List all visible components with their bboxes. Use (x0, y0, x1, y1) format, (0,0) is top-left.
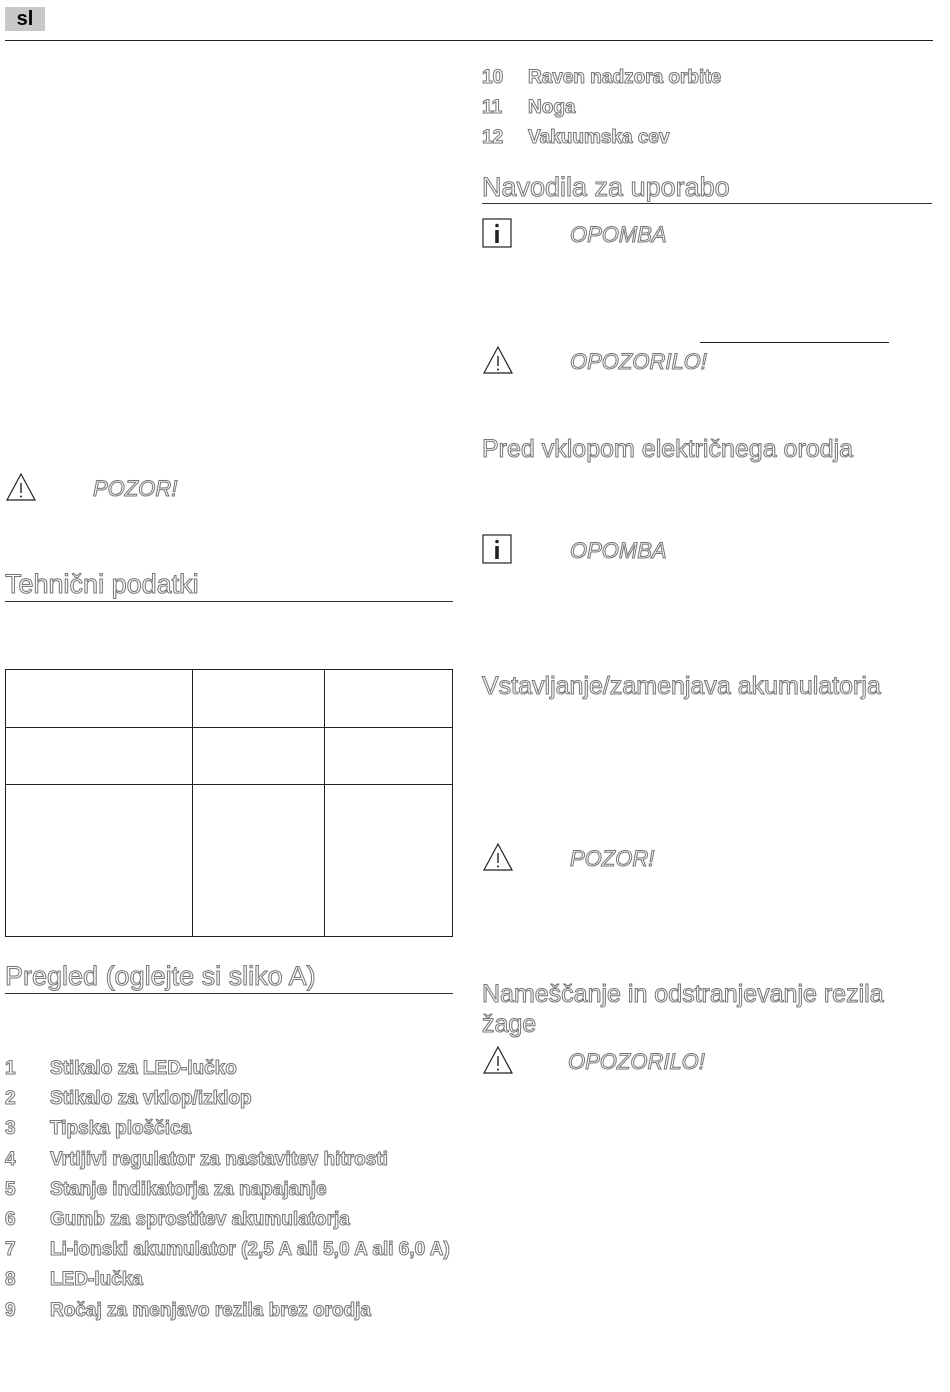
warning-triangle-icon (482, 345, 514, 375)
header-rule (5, 40, 933, 41)
note-callout-1 (482, 218, 922, 250)
list-item: 8 LED-lučka (5, 1269, 143, 1291)
caution-callout-left (5, 472, 445, 504)
list-item: 4 Vrtljivi regulator za nastavitev hitrosti (5, 1148, 388, 1170)
overview-heading: Pregled (oglejte si sliko A) (5, 961, 316, 991)
tech-data-heading: Tehnični podatki (5, 569, 199, 599)
blade-heading-line1: Nameščanje in odstranjevanje rezila (482, 980, 884, 1008)
list-item: 1 Stikalo za LED-lučko (5, 1058, 237, 1079)
list-item: 9 Ročaj za menjavo rezila brez orodja (5, 1299, 371, 1321)
note-callout-2 (482, 534, 922, 566)
info-box-icon (482, 534, 512, 564)
warning-label: OPOZORILO! (570, 349, 707, 374)
table-col-divider (324, 670, 325, 936)
overview-heading-rule (5, 993, 453, 994)
language-badge: sl (5, 7, 45, 31)
list-item: 5 Stanje indikatorja za napajanje (5, 1178, 327, 1200)
list-item: 2 Stikalo za vklop/izklop (5, 1088, 252, 1110)
link-underline (700, 342, 889, 343)
warning-triangle-icon (5, 472, 37, 502)
warning-triangle-icon (482, 842, 514, 872)
list-item: 10 Raven nadzora orbite (482, 67, 722, 88)
warning-triangle-icon (482, 1045, 514, 1075)
instructions-heading: Navodila za uporabo (482, 172, 730, 202)
blade-heading-line2: žage (482, 1010, 537, 1038)
warning-callout-2 (482, 1045, 922, 1077)
caution-callout-right (482, 842, 922, 874)
caution-label: POZOR! (93, 476, 178, 501)
list-item: 7 Li-ionski akumulator (2,5 A ali 5,0 A ali 6,0 A) (5, 1239, 450, 1261)
list-item: 6 Gumb za sprostitev akumulatorja (5, 1208, 350, 1230)
info-box-icon (482, 218, 512, 248)
note-label: OPOMBA (570, 538, 667, 563)
before-switch-on-heading: Pred vklopom električnega orodja (482, 435, 854, 463)
warning-callout-1 (482, 345, 922, 377)
table-row-divider (6, 727, 452, 728)
list-item: 11 Noga (482, 97, 576, 119)
instructions-heading-rule (482, 203, 932, 204)
warning-label: OPOZORILO! (568, 1049, 705, 1074)
list-item: 3 Tipska ploščica (5, 1118, 192, 1140)
battery-heading: Vstavljanje/zamenjava akumulatorja (482, 672, 881, 700)
overview-list-left (5, 1058, 455, 1330)
table-col-divider (192, 670, 193, 936)
tech-data-heading-rule (5, 601, 453, 602)
caution-label: POZOR! (570, 846, 655, 871)
spec-table (5, 669, 453, 937)
table-row-divider (6, 784, 452, 785)
list-item: 12 Vakuumska cev (482, 127, 670, 149)
note-label: OPOMBA (570, 222, 667, 247)
overview-list-right (482, 67, 932, 158)
